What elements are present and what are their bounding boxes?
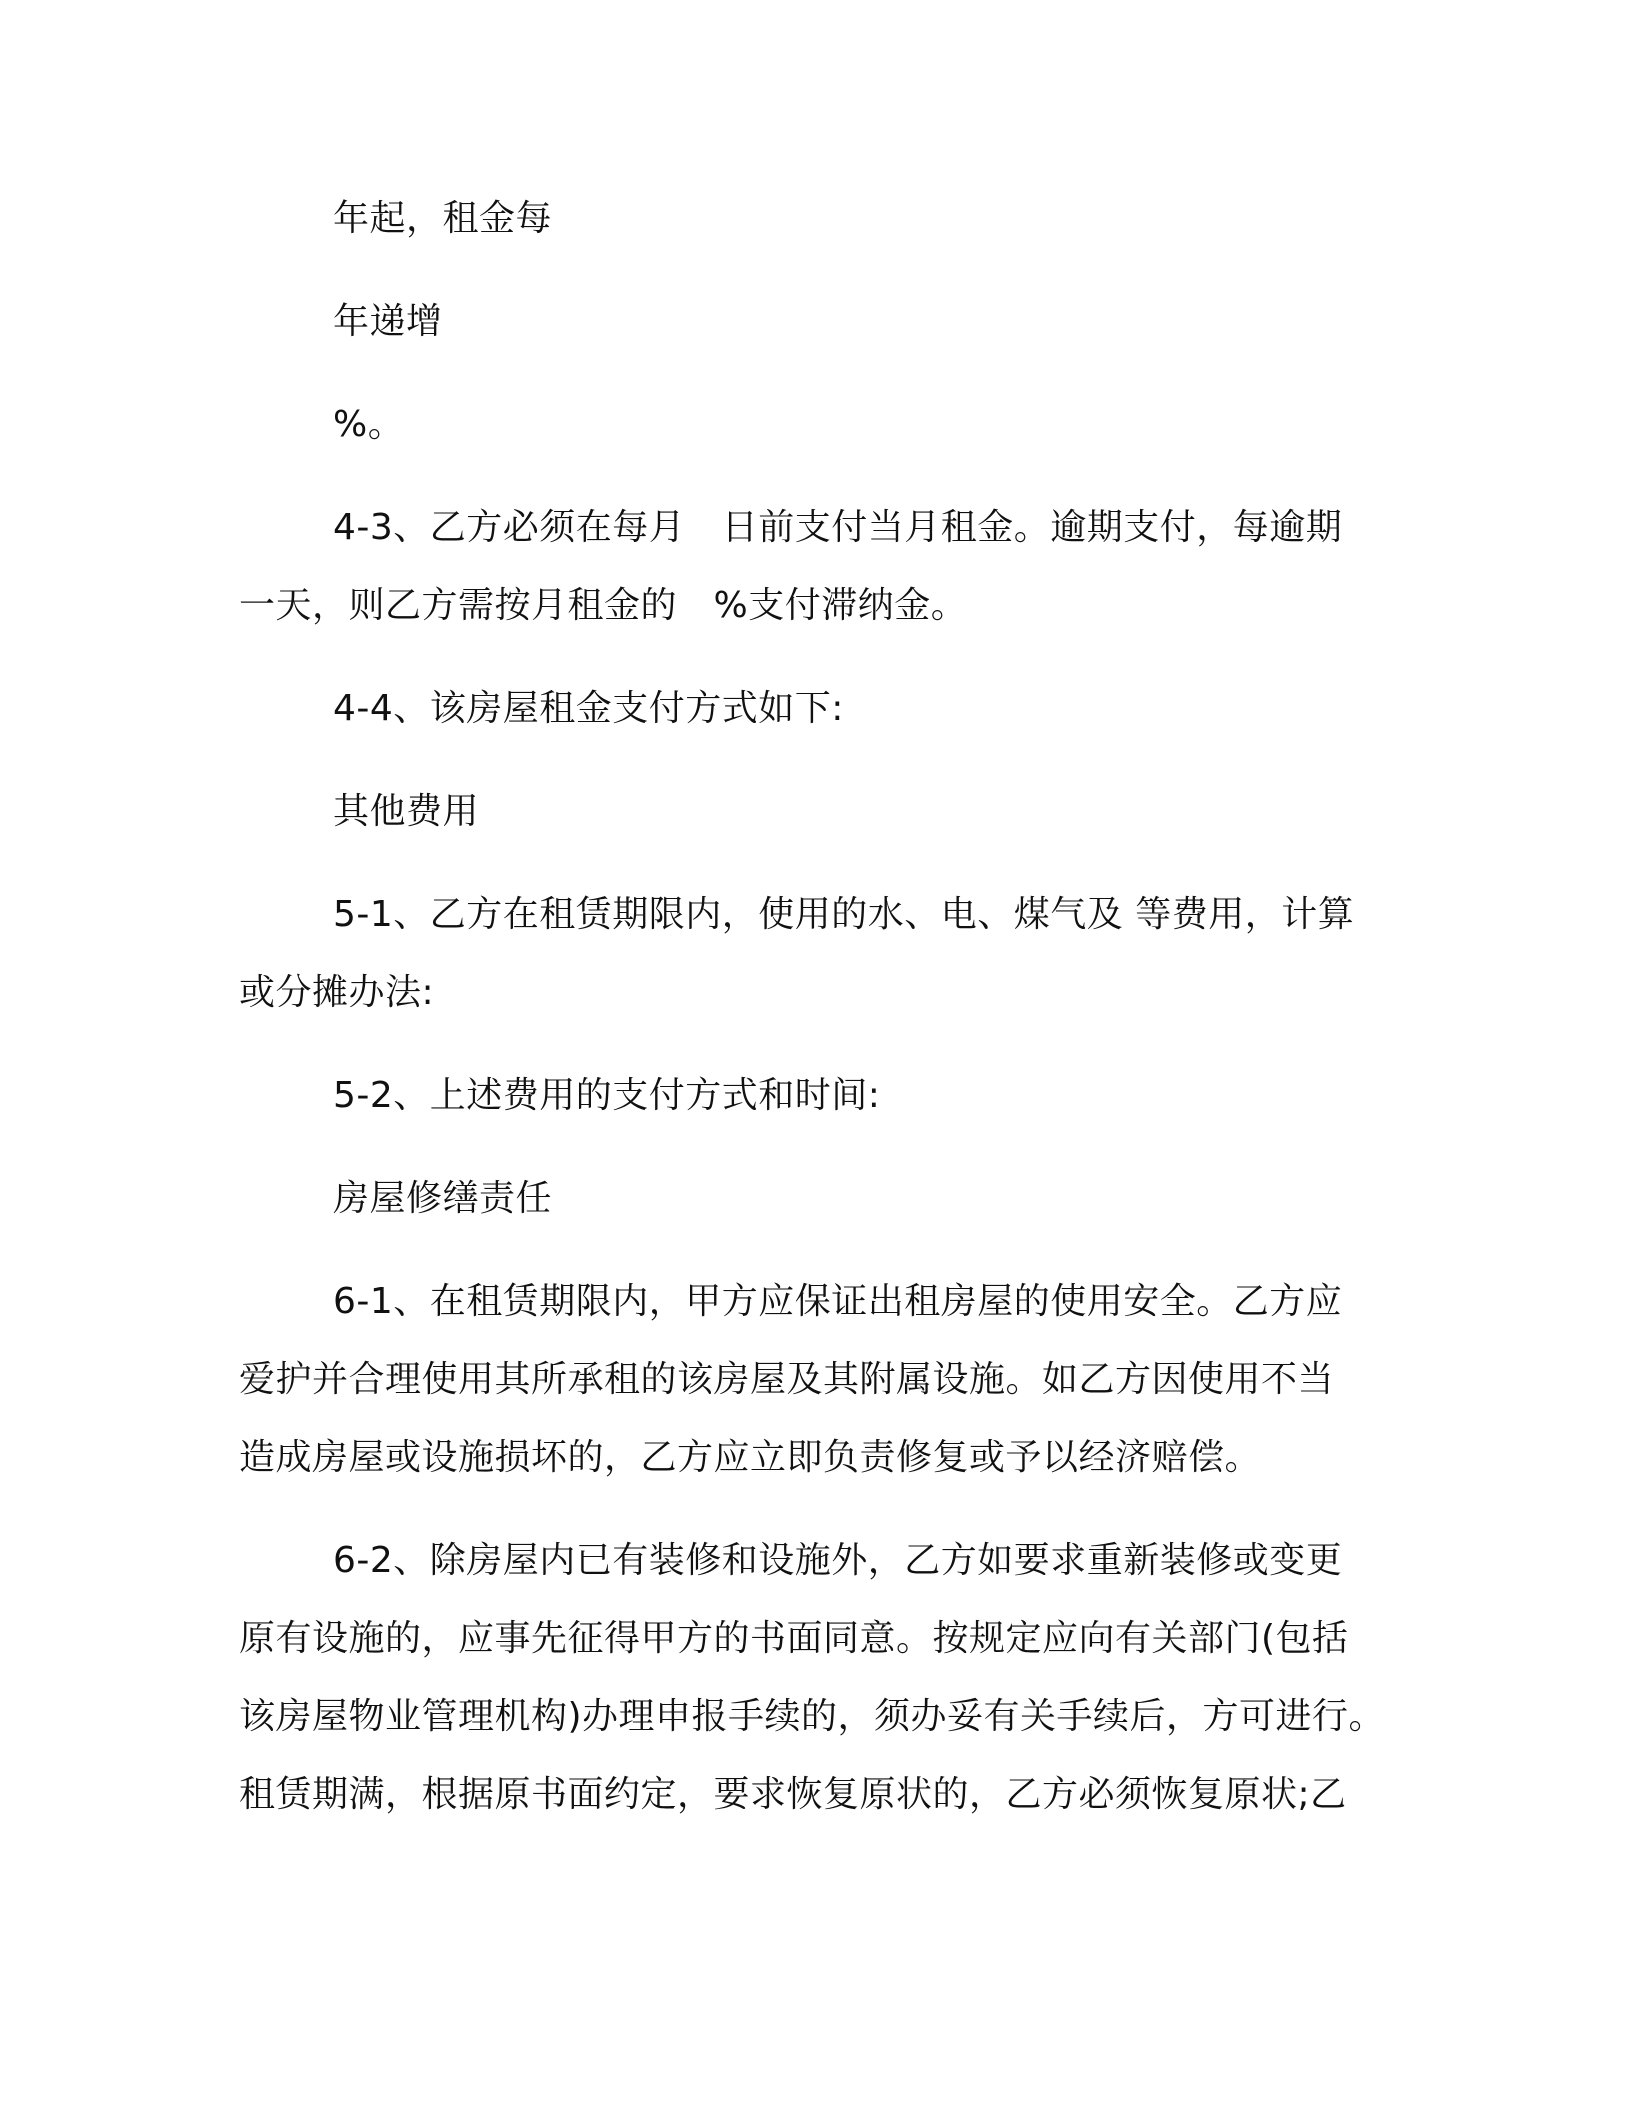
clause-6-1-line-2: 爱护并合理使用其所承租的该房屋及其附属设施。如乙方因使用不当 xyxy=(239,1359,1335,1400)
clause-6-2-line-3: 该房屋物业管理机构)办理申报手续的，须办妥有关手续后，方可进行。 xyxy=(239,1696,1386,1737)
clause-4-4: 4-4、该房屋租金支付方式如下: xyxy=(333,688,844,729)
clause-5-2: 5-2、上述费用的支付方式和时间: xyxy=(333,1075,881,1116)
clause-6-1-line-1: 6-1、在租赁期限内，甲方应保证出租房屋的使用安全。乙方应 xyxy=(333,1281,1343,1322)
clause-4-3-line-2: 一天，则乙方需按月租金的 %支付滞纳金。 xyxy=(239,585,968,626)
section-heading-other-fees: 其他费用 xyxy=(333,791,480,832)
clause-4-3-line-1: 4-3、乙方必须在每月 日前支付当月租金。逾期支付，每逾期 xyxy=(333,507,1343,548)
text-line-rent-start: 年起，租金每 xyxy=(333,198,553,239)
clause-6-2-line-1: 6-2、除房屋内已有装修和设施外，乙方如要求重新装修或变更 xyxy=(333,1540,1343,1581)
section-heading-repair-responsibility: 房屋修缮责任 xyxy=(333,1178,553,1219)
text-line-annual-increase: 年递增 xyxy=(333,301,443,342)
clause-5-1-line-1: 5-1、乙方在租赁期限内，使用的水、电、煤气及 等费用，计算 xyxy=(333,894,1355,935)
clause-6-2-line-2: 原有设施的，应事先征得甲方的书面同意。按规定应向有关部门(包括 xyxy=(239,1618,1349,1659)
clause-5-1-line-2: 或分摊办法: xyxy=(239,972,435,1013)
clause-6-2-line-4: 租赁期满，根据原书面约定，要求恢复原状的，乙方必须恢复原状;乙 xyxy=(239,1774,1347,1815)
text-line-percent: %。 xyxy=(333,404,405,445)
clause-6-1-line-3: 造成房屋或设施损坏的，乙方应立即负责修复或予以经济赔偿。 xyxy=(239,1437,1262,1478)
